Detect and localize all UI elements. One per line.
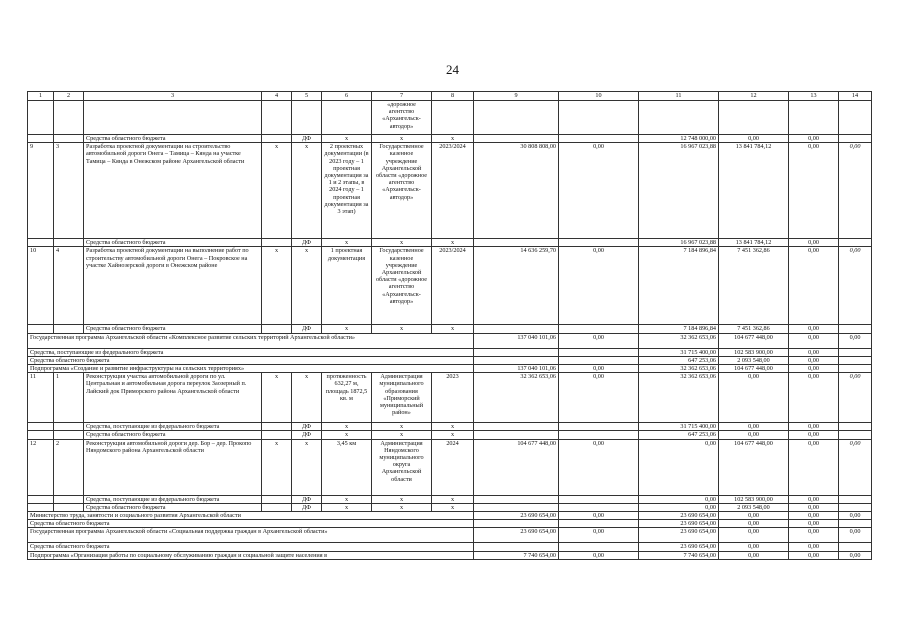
table-cell: 0,00 bbox=[839, 143, 872, 239]
table-cell: Средства областного бюджета bbox=[84, 503, 262, 511]
table-cell: х bbox=[262, 439, 292, 495]
table-cell: 12 748 000,00 bbox=[639, 135, 719, 143]
table-cell: 0,00 bbox=[789, 348, 839, 356]
empty-cell bbox=[559, 356, 639, 364]
table-cell: 0,00 bbox=[719, 551, 789, 559]
table-cell: 0,00 bbox=[789, 423, 839, 431]
empty-cell bbox=[474, 348, 559, 356]
executor-cell: «дорожное агентство «Архангельск-автодор» bbox=[372, 101, 432, 135]
table-cell: ДФ bbox=[292, 495, 322, 503]
col-header: 11 bbox=[639, 92, 719, 101]
table-cell: 0,00 bbox=[789, 439, 839, 495]
table-cell: 0,00 bbox=[789, 551, 839, 559]
table-row bbox=[28, 101, 872, 135]
table-cell: х bbox=[322, 495, 372, 503]
funding-row bbox=[28, 239, 872, 247]
table-cell: Средства областного бюджета bbox=[84, 239, 262, 247]
table-cell: Государственная программа Архангельской области «Социальная поддержка граждан в Архангельской области» bbox=[28, 528, 474, 543]
col-header: 6 bbox=[322, 92, 372, 101]
table-cell: 30 808 808,00 bbox=[474, 143, 559, 239]
table-cell: 2 093 548,00 bbox=[719, 356, 789, 364]
empty-cell bbox=[559, 431, 639, 439]
table-cell: 14 636 259,70 bbox=[474, 247, 559, 325]
table-cell: 0,00 bbox=[839, 439, 872, 495]
table-cell: 23 690 654,00 bbox=[639, 512, 719, 520]
empty-cell bbox=[839, 239, 872, 247]
table-cell: 647 253,06 bbox=[639, 431, 719, 439]
table-cell: 0,00 bbox=[789, 333, 839, 348]
table-cell: 32 362 653,06 bbox=[474, 373, 559, 423]
empty-cell bbox=[292, 101, 322, 135]
table-cell: 23 690 654,00 bbox=[639, 543, 719, 551]
table-cell: 0,00 bbox=[559, 365, 639, 373]
empty-cell bbox=[559, 423, 639, 431]
table-cell: 137 040 101,06 bbox=[474, 333, 559, 348]
table-cell: х bbox=[372, 503, 432, 511]
empty-cell bbox=[839, 325, 872, 333]
empty-cell bbox=[28, 423, 54, 431]
table-cell: Средства, поступающие из федерального бюджета bbox=[28, 348, 474, 356]
table-cell: х bbox=[262, 373, 292, 423]
table-cell: ДФ bbox=[292, 431, 322, 439]
empty-cell bbox=[839, 365, 872, 373]
table-cell: Администрация Няндомского муниципального округа Архангельской области bbox=[372, 439, 432, 495]
empty-cell bbox=[474, 101, 559, 135]
table-cell: 2 проектных документации (в 2023 году – 1 проектная документация за 1 и 2 этапы, в 2024 году – 1 проектная документация за 3 этап) bbox=[322, 143, 372, 239]
empty-cell bbox=[262, 503, 292, 511]
funding-row bbox=[28, 503, 872, 511]
table-cell: х bbox=[322, 423, 372, 431]
table-cell: ДФ bbox=[292, 325, 322, 333]
table-cell: 4 bbox=[54, 247, 84, 325]
table-cell: Администрация муниципального образования «Приморский муниципальный район» bbox=[372, 373, 432, 423]
table-cell: Государственное казенное учреждение Архангельской области «дорожное агентство «Архангельск-автодор» bbox=[372, 143, 432, 239]
table-cell: 3 bbox=[54, 143, 84, 239]
table-cell: х bbox=[372, 239, 432, 247]
empty-cell bbox=[322, 101, 372, 135]
empty-cell bbox=[474, 503, 559, 511]
table-cell: 2024 bbox=[432, 439, 474, 495]
col-header: 3 bbox=[84, 92, 262, 101]
table-cell: Министерство труда, занятости и социального развития Архангельской области bbox=[28, 512, 474, 520]
empty-cell bbox=[559, 348, 639, 356]
table-cell: 0,00 bbox=[789, 325, 839, 333]
table-cell: х bbox=[372, 495, 432, 503]
table-cell: х bbox=[372, 431, 432, 439]
empty-cell bbox=[839, 135, 872, 143]
empty-cell bbox=[474, 239, 559, 247]
empty-cell bbox=[839, 495, 872, 503]
table-cell: 7 451 362,86 bbox=[719, 247, 789, 325]
table-cell: Государственная программа Архангельской области «Комплексное развитие сельских территорий Архангельской области» bbox=[28, 333, 474, 348]
program-row bbox=[28, 333, 872, 348]
table-cell: 102 583 900,00 bbox=[719, 348, 789, 356]
table-cell: Подпрограмма «Организация работы по социальному обслуживанию граждан и социальной защите населения в bbox=[28, 551, 474, 559]
empty-cell bbox=[839, 431, 872, 439]
funding-row bbox=[28, 431, 872, 439]
table-cell: х bbox=[292, 143, 322, 239]
funding-row bbox=[28, 520, 872, 528]
empty-cell bbox=[559, 239, 639, 247]
table-cell: 0,00 bbox=[719, 512, 789, 520]
table-cell: х bbox=[322, 135, 372, 143]
empty-cell bbox=[559, 325, 639, 333]
table-cell: х bbox=[292, 247, 322, 325]
table-cell: 2 093 548,00 bbox=[719, 503, 789, 511]
empty-cell bbox=[789, 101, 839, 135]
table-cell: 0,00 bbox=[789, 431, 839, 439]
table-cell: ДФ bbox=[292, 239, 322, 247]
table-cell: 31 715 400,00 bbox=[639, 423, 719, 431]
empty-cell bbox=[28, 431, 54, 439]
table-cell: 0,00 bbox=[719, 431, 789, 439]
empty-cell bbox=[28, 495, 54, 503]
table-cell: 2023/2024 bbox=[432, 143, 474, 239]
table-cell: х bbox=[432, 423, 474, 431]
program-row bbox=[28, 528, 872, 543]
empty-cell bbox=[262, 101, 292, 135]
col-header: 2 bbox=[54, 92, 84, 101]
table-cell: 1 bbox=[54, 373, 84, 423]
table-cell: Подпрограмма «Создание и развитие инфраструктуры на сельских территориях» bbox=[28, 365, 474, 373]
empty-cell bbox=[262, 431, 292, 439]
table-cell: 0,00 bbox=[719, 423, 789, 431]
table-cell: 10 bbox=[28, 247, 54, 325]
table-cell: х bbox=[372, 325, 432, 333]
table-row bbox=[28, 439, 872, 495]
table-cell: 0,00 bbox=[789, 135, 839, 143]
empty-cell bbox=[559, 495, 639, 503]
table-cell: 0,00 bbox=[789, 512, 839, 520]
table-cell: х bbox=[322, 325, 372, 333]
subprogram-row bbox=[28, 365, 872, 373]
table-cell: 0,00 bbox=[559, 528, 639, 543]
table-cell: 0,00 bbox=[789, 520, 839, 528]
empty-cell bbox=[839, 101, 872, 135]
table-cell: 0,00 bbox=[639, 503, 719, 511]
table-cell: 7 184 896,84 bbox=[639, 325, 719, 333]
table-cell: 0,00 bbox=[559, 373, 639, 423]
funding-row bbox=[28, 356, 872, 364]
table-cell: 32 362 653,06 bbox=[639, 373, 719, 423]
table-cell: Средства, поступающие из федерального бюджета bbox=[84, 423, 262, 431]
table-cell: 2 bbox=[54, 439, 84, 495]
empty-cell bbox=[559, 543, 639, 551]
funding-row bbox=[28, 325, 872, 333]
table-cell: х bbox=[322, 503, 372, 511]
table-cell: 104 677 448,00 bbox=[474, 439, 559, 495]
empty-cell bbox=[54, 101, 84, 135]
table-cell: 1 проектная документация bbox=[322, 247, 372, 325]
item-name: Реконструкция автомобильной дороги дер. Бор – дер. Прокопо Няндомского района Архангельской области bbox=[84, 439, 262, 495]
col-header: 12 bbox=[719, 92, 789, 101]
table-cell: х bbox=[262, 247, 292, 325]
table-cell: х bbox=[432, 495, 474, 503]
table-cell: 104 677 448,00 bbox=[719, 439, 789, 495]
table-row bbox=[28, 247, 872, 325]
empty-cell bbox=[54, 423, 84, 431]
col-header: 9 bbox=[474, 92, 559, 101]
table-cell: 16 967 023,88 bbox=[639, 143, 719, 239]
empty-cell bbox=[262, 325, 292, 333]
empty-cell bbox=[639, 101, 719, 135]
empty-cell bbox=[559, 503, 639, 511]
col-header: 7 bbox=[372, 92, 432, 101]
table-cell: 7 740 654,00 bbox=[639, 551, 719, 559]
table-cell: х bbox=[432, 135, 474, 143]
table-cell: 0,00 bbox=[639, 495, 719, 503]
table-cell: х bbox=[372, 135, 432, 143]
empty-cell bbox=[28, 325, 54, 333]
page-number: 24 bbox=[446, 62, 459, 77]
empty-cell bbox=[839, 423, 872, 431]
table-row bbox=[28, 143, 872, 239]
table-cell: ДФ bbox=[292, 503, 322, 511]
empty-cell bbox=[474, 135, 559, 143]
empty-cell bbox=[474, 495, 559, 503]
table-cell: Средства областного бюджета bbox=[28, 356, 474, 364]
table-cell: 0,00 bbox=[839, 551, 872, 559]
table-cell: 2023 bbox=[432, 373, 474, 423]
empty-cell bbox=[474, 543, 559, 551]
col-header: 8 bbox=[432, 92, 474, 101]
empty-cell bbox=[54, 135, 84, 143]
table-cell: 0,00 bbox=[789, 528, 839, 543]
empty-cell bbox=[262, 135, 292, 143]
table-cell: 0,00 bbox=[719, 373, 789, 423]
table-cell: х bbox=[322, 431, 372, 439]
table-cell: 3,45 км bbox=[322, 439, 372, 495]
empty-cell bbox=[84, 101, 262, 135]
table-cell: 102 583 900,00 bbox=[719, 495, 789, 503]
table-cell: 23 690 654,00 bbox=[639, 528, 719, 543]
empty-cell bbox=[28, 135, 54, 143]
table-cell: 31 715 400,00 bbox=[639, 348, 719, 356]
empty-cell bbox=[54, 325, 84, 333]
table-cell: Средства областного бюджета bbox=[84, 431, 262, 439]
table-cell: 0,00 bbox=[789, 543, 839, 551]
col-header: 4 bbox=[262, 92, 292, 101]
empty-cell bbox=[839, 520, 872, 528]
table-cell: 11 bbox=[28, 373, 54, 423]
empty-cell bbox=[559, 101, 639, 135]
table-cell: х bbox=[292, 439, 322, 495]
table-cell: х bbox=[432, 503, 474, 511]
funding-row bbox=[28, 348, 872, 356]
table-cell: 137 040 101,06 bbox=[474, 365, 559, 373]
column-number-row bbox=[28, 92, 872, 101]
table-cell: 32 362 653,06 bbox=[639, 365, 719, 373]
table-cell: Средства областного бюджета bbox=[28, 520, 474, 528]
funding-label: Средства областного бюджета bbox=[84, 135, 262, 143]
empty-cell bbox=[28, 239, 54, 247]
table-cell: 0,00 bbox=[559, 551, 639, 559]
table-cell: 13 841 784,12 bbox=[719, 239, 789, 247]
table-cell: 0,00 bbox=[789, 365, 839, 373]
empty-cell bbox=[474, 423, 559, 431]
table-cell: 0,00 bbox=[839, 512, 872, 520]
table-cell: 16 967 023,88 bbox=[639, 239, 719, 247]
table-cell: 0,00 bbox=[559, 439, 639, 495]
table-cell: х bbox=[432, 239, 474, 247]
col-header: 1 bbox=[28, 92, 54, 101]
table-cell: 104 677 448,00 bbox=[719, 365, 789, 373]
table-cell: 2023/2024 bbox=[432, 247, 474, 325]
empty-cell bbox=[54, 431, 84, 439]
item-name: Разработка проектной документации на выполнение работ по строительству автомобильной дороги Онега – Покровское на участке Хайнозерской дороги в Онежском районе bbox=[84, 247, 262, 325]
table-cell: 647 253,06 bbox=[639, 356, 719, 364]
table-cell: 104 677 448,00 bbox=[719, 333, 789, 348]
table-cell: х bbox=[322, 239, 372, 247]
empty-cell bbox=[54, 239, 84, 247]
col-header: 13 bbox=[789, 92, 839, 101]
empty-cell bbox=[28, 503, 54, 511]
funding-row bbox=[28, 135, 872, 143]
table-cell: 0,00 bbox=[559, 333, 639, 348]
empty-cell bbox=[559, 135, 639, 143]
table-cell: 0,00 bbox=[789, 356, 839, 364]
table-cell: 0,00 bbox=[839, 373, 872, 423]
subprogram-row bbox=[28, 551, 872, 559]
funding-row bbox=[28, 495, 872, 503]
table-cell: 7 451 362,86 bbox=[719, 325, 789, 333]
empty-cell bbox=[432, 101, 474, 135]
col-header: 5 bbox=[292, 92, 322, 101]
table-cell: 23 690 654,00 bbox=[474, 528, 559, 543]
empty-cell bbox=[839, 503, 872, 511]
empty-cell bbox=[474, 356, 559, 364]
table-cell: 0,00 bbox=[559, 512, 639, 520]
col-header: 10 bbox=[559, 92, 639, 101]
table-cell: 0,00 bbox=[789, 143, 839, 239]
ministry-row bbox=[28, 512, 872, 520]
empty-cell bbox=[262, 423, 292, 431]
table-cell: ДФ bbox=[292, 423, 322, 431]
table-cell: 0,00 bbox=[789, 239, 839, 247]
table-cell: Государственное казенное учреждение Архангельской области «дорожное агентство «Архангельск-автодор» bbox=[372, 247, 432, 325]
table-cell: 0,00 bbox=[789, 495, 839, 503]
table-cell: 7 184 896,84 bbox=[639, 247, 719, 325]
empty-cell bbox=[719, 101, 789, 135]
table-cell: 7 740 654,00 bbox=[474, 551, 559, 559]
table-cell: 0,00 bbox=[839, 333, 872, 348]
empty-cell bbox=[559, 520, 639, 528]
table-cell: Средства, поступающие из федерального бюджета bbox=[84, 495, 262, 503]
funding-row bbox=[28, 543, 872, 551]
table-cell: 0,00 bbox=[559, 247, 639, 325]
table-cell: протяженность 632,27 м, площадь 1872,5 кв. м bbox=[322, 373, 372, 423]
empty-cell bbox=[262, 239, 292, 247]
table-cell: х bbox=[372, 423, 432, 431]
empty-cell bbox=[474, 431, 559, 439]
table-cell: 0,00 bbox=[719, 543, 789, 551]
item-name: Разработка проектной документации на строительство автомобильной дороги Онега – Тамица – Кянда на участке Тамица – Кянда в Онежском районе Архангельской области bbox=[84, 143, 262, 239]
table-cell: х bbox=[432, 431, 474, 439]
table-cell: 9 bbox=[28, 143, 54, 239]
table-row bbox=[28, 373, 872, 423]
table-cell: 12 bbox=[28, 439, 54, 495]
table-cell: 0,00 bbox=[789, 247, 839, 325]
table-cell: 23 690 654,00 bbox=[639, 520, 719, 528]
table-cell: 0,00 bbox=[789, 373, 839, 423]
table-cell: 0,00 bbox=[559, 143, 639, 239]
table-cell: 0,00 bbox=[639, 439, 719, 495]
empty-cell bbox=[262, 495, 292, 503]
table-cell: ДФ bbox=[292, 135, 322, 143]
empty-cell bbox=[474, 520, 559, 528]
table-cell: 13 841 784,12 bbox=[719, 143, 789, 239]
empty-cell bbox=[28, 101, 54, 135]
table-cell: 32 362 653,06 bbox=[639, 333, 719, 348]
empty-cell bbox=[474, 325, 559, 333]
table-cell: 0,00 bbox=[719, 520, 789, 528]
col-header: 14 bbox=[839, 92, 872, 101]
empty-cell bbox=[839, 356, 872, 364]
table-cell: х bbox=[292, 373, 322, 423]
table-cell: 0,00 bbox=[839, 247, 872, 325]
empty-cell bbox=[54, 495, 84, 503]
table-cell: х bbox=[262, 143, 292, 239]
item-name: Реконструкция участка автомобильной дороги по ул. Центральная и автомобильная дорога переулок Заозерный п. Лайский док Приморского района Архангельской области bbox=[84, 373, 262, 423]
table-cell: 0,00 bbox=[719, 528, 789, 543]
empty-cell bbox=[839, 348, 872, 356]
table-cell: 0,00 bbox=[719, 135, 789, 143]
table-cell: Средства областного бюджета bbox=[84, 325, 262, 333]
empty-cell bbox=[54, 503, 84, 511]
table-cell: Средства областного бюджета bbox=[28, 543, 474, 551]
funding-row bbox=[28, 423, 872, 431]
table-cell: 23 690 654,00 bbox=[474, 512, 559, 520]
table-cell: 0,00 bbox=[839, 528, 872, 543]
budget-table bbox=[27, 91, 872, 560]
table-cell: 0,00 bbox=[789, 503, 839, 511]
table-cell: х bbox=[432, 325, 474, 333]
empty-cell bbox=[839, 543, 872, 551]
